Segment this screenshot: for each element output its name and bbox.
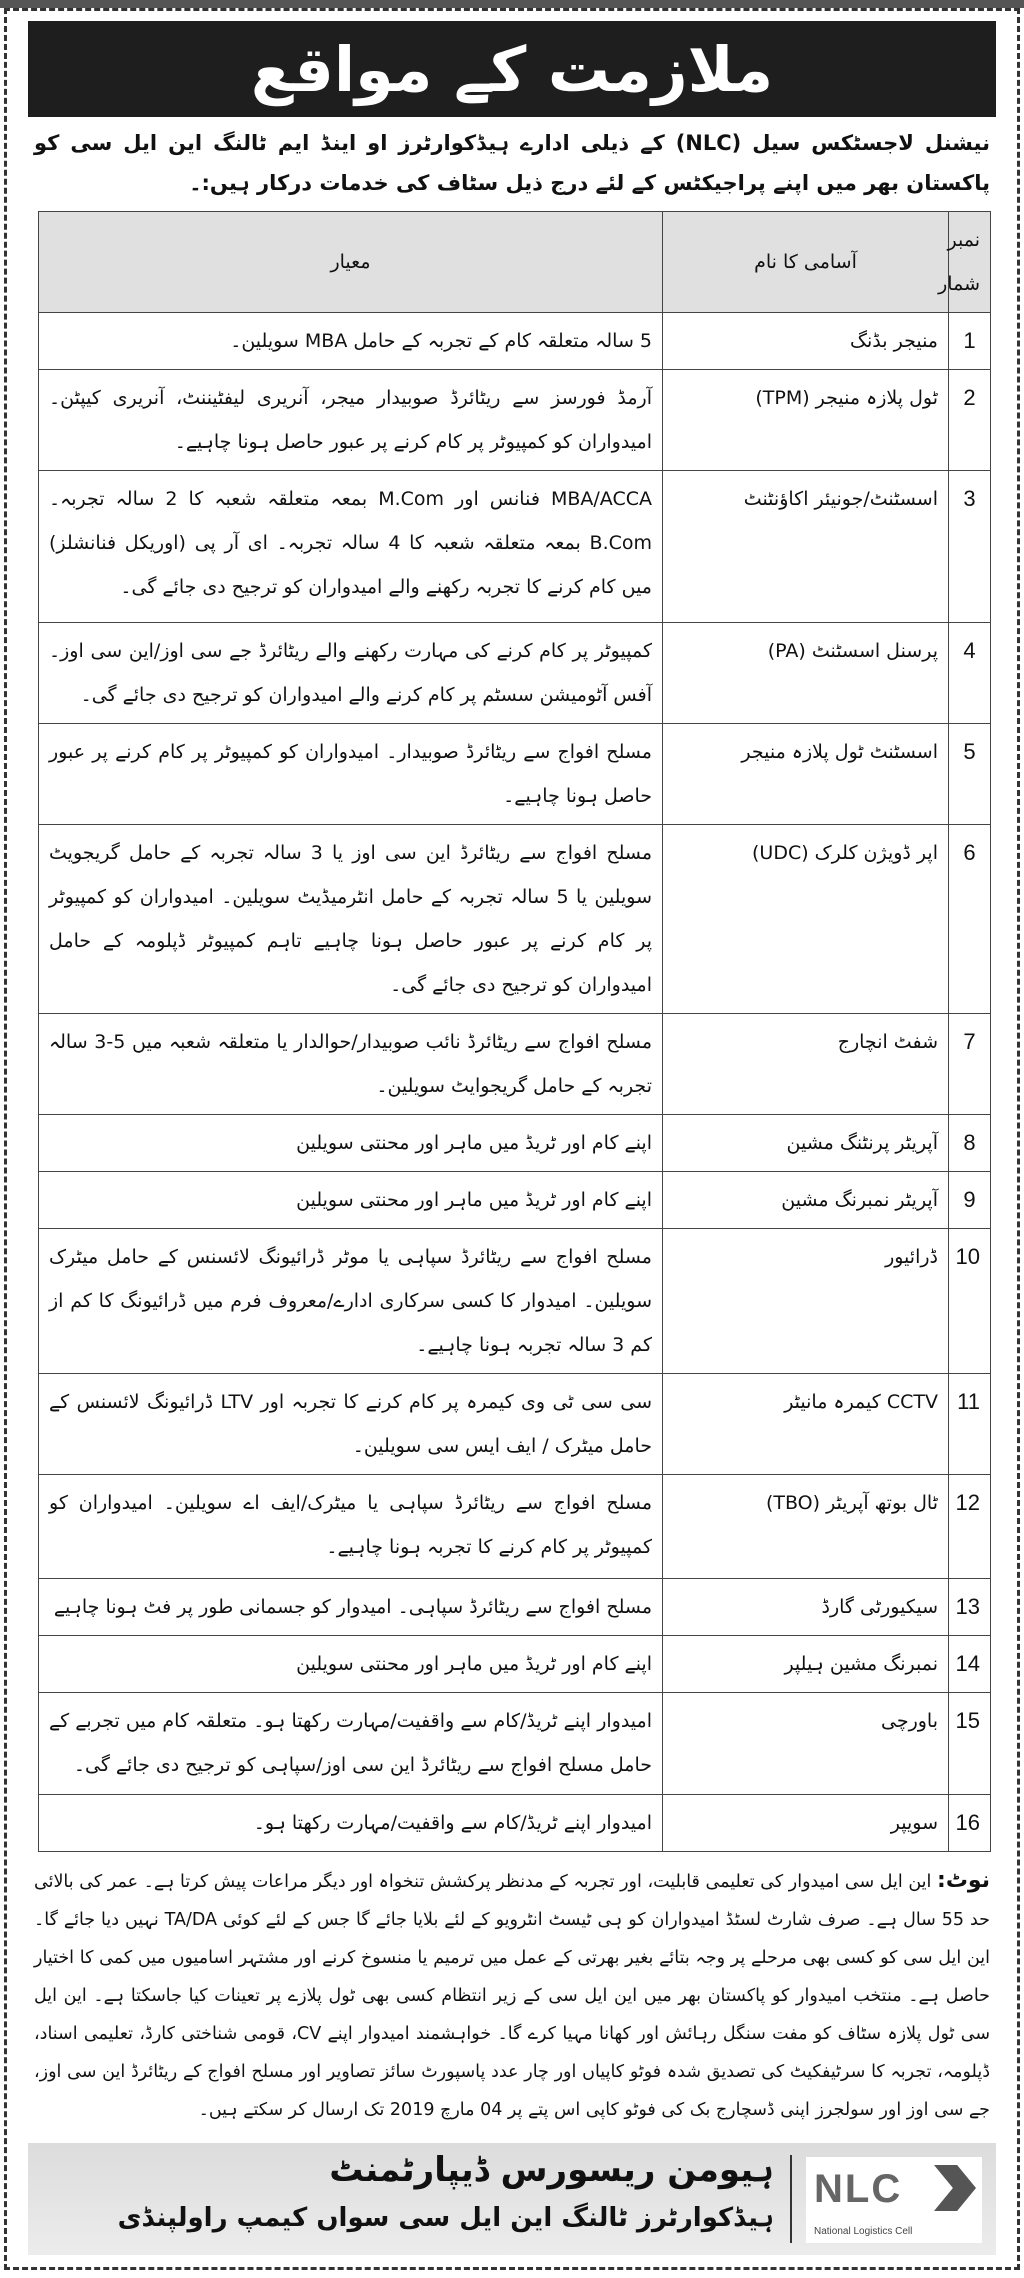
- post-criteria: کمپیوٹر پر کام کرنے کی مہارت رکھنے والے ریٹائرڈ جے سی اوز/این سی اوز۔ آفس آٹومیشن سسٹم پر کام کرنے والے امیدواران کو ترجیح دی جائے گی۔: [39, 623, 663, 724]
- row-number: 10: [949, 1229, 991, 1374]
- divider: [790, 2155, 792, 2243]
- department-name: ہیومن ریسورس ڈیپارٹمنٹ: [329, 2150, 774, 2190]
- logo-caption: National Logistics Cell: [814, 2226, 913, 2237]
- footer-banner: [28, 2143, 996, 2255]
- post-name: پرسنل اسسٹنٹ (PA): [663, 623, 949, 724]
- table-row: [39, 1795, 991, 1852]
- post-name: اسسٹنٹ/جونیئر اکاؤنٹنٹ: [663, 471, 949, 623]
- post-name: ٹال بوتھ آپریٹر (TBO): [663, 1475, 949, 1579]
- row-number: 14: [949, 1636, 991, 1693]
- vacancies-table: [38, 211, 991, 1852]
- row-number: 1: [949, 313, 991, 370]
- post-criteria: آرمڈ فورسز سے ریٹائرڈ صوبیدار میجر، آنریری لیفٹیننٹ، آنریری کیپٹن۔ امیدواران کو کمپیوٹر پر کام کرنے پر عبور حاصل ہونا چاہیے۔: [39, 370, 663, 471]
- table-row: [39, 471, 991, 623]
- row-number: 15: [949, 1693, 991, 1795]
- post-name: نمبرنگ مشین ہیلپر: [663, 1636, 949, 1693]
- post-criteria: اپنے کام اور ٹریڈ میں ماہر اور محنتی سویلین: [39, 1636, 663, 1693]
- header-criteria: معیار: [39, 212, 663, 313]
- post-criteria: مسلح افواج سے ریٹائرڈ نائب صوبیدار/حوالدار یا متعلقہ شعبہ میں 5-3 سالہ تجربہ کے حامل گریجوایٹ سویلین۔: [39, 1014, 663, 1115]
- post-criteria: اپنے کام اور ٹریڈ میں ماہر اور محنتی سویلین: [39, 1115, 663, 1172]
- table-row: [39, 1475, 991, 1579]
- table-row: [39, 370, 991, 471]
- row-number: 8: [949, 1115, 991, 1172]
- logo-wordmark: NLC: [814, 2167, 903, 2211]
- post-criteria: مسلح افواج سے ریٹائرڈ سپاہی۔ امیدوار کو جسمانی طور پر فٹ ہونا چاہیے: [39, 1579, 663, 1636]
- row-number: 7: [949, 1014, 991, 1115]
- post-name: باورچی: [663, 1693, 949, 1795]
- row-number: 3: [949, 471, 991, 623]
- table-row: [39, 1579, 991, 1636]
- post-criteria: مسلح افواج سے ریٹائرڈ این سی اوز یا 3 سالہ تجربہ کے حامل گریجویٹ سویلین یا 5 سالہ تجربہ کے حامل انٹرمیڈیٹ سویلین۔ امیدواران کو کمپیوٹر پر کام کرنے پر عبور حاصل ہونا چاہیے تاہم کمپیوٹر ڈپلومہ کے حامل امیدواران کو ترجیح دی جائے گی۔: [39, 825, 663, 1014]
- post-name: اسسٹنٹ ٹول پلازہ منیجر: [663, 724, 949, 825]
- chevron-arrow-icon: [934, 2165, 976, 2211]
- note-text: این ایل سی امیدوار کی تعلیمی قابلیت، اور تجربہ کے مدنظر پرکشش تنخواہ اور دیگر مراعات پیش کرتا ہے۔ عمر کی بالائی حد 55 سال ہے۔ صرف شارٹ لسٹڈ امیدواران کو ہی ٹیسٹ انٹرویو کے لئے بلایا جائے گا جس کے لئے کوئی TA/DA نہیں دیا جائے گا۔ این ایل سی کو کسی بھی مرحلے پر وجہ بتائے بغیر بھرتی کے عمل میں ترمیم یا منسوخ کرنے اور مشتہر اسامیوں میں کمی کا اختیار حاصل ہے۔ منتخب امیدوار کو پاکستان بھر میں این ایل سی کے زیر انتظام کسی بھی ٹول پلازے پر تعینات کیا جاسکتا ہے۔ این ایل سی ٹول پلازہ سٹاف کو مفت سنگل رہائش اور کھانا مہیا کرے گا۔ خواہشمند امیدوار اپنے CV، قومی شناختی کارڈ، تعلیمی اسناد، ڈپلومہ، تجربہ کا سرٹیفکیٹ کی تصدیق شدہ فوٹو کاپیاں اور چار عدد پاسپورٹ سائز تصاویر اور مسلح افواج کے ریٹائرڈ این سی اوز، جے سی اوز اور سولجرز اپنی ڈسچارج بک کی فوٹو کاپی اس پتے پر 04 مارچ 2019 تک ارسال کر سکتے ہیں۔: [34, 1872, 990, 2120]
- table-header-row: [39, 212, 991, 313]
- post-criteria: 5 سالہ متعلقہ کام کے تجربہ کے حامل MBA سویلین۔: [39, 313, 663, 370]
- dashed-border: [4, 8, 1020, 2270]
- intro-paragraph: نیشنل لاجسٹکس سیل (NLC) کے ذیلی ادارے ہیڈکوارٹرز او اینڈ ایم ٹالنگ این ایل سی کو پاکستان بھر میں اپنے پراجیکٹس کے لئے درج ذیل سٹاف کی خدمات درکار ہیں:۔: [34, 131, 990, 195]
- post-name: منیجر بڈنگ: [663, 313, 949, 370]
- table-row: [39, 1172, 991, 1229]
- header-post: آسامی کا نام: [663, 212, 949, 313]
- post-criteria: امیدوار اپنے ٹریڈ/کام سے واقفیت/مہارت رکھتا ہو۔ متعلقہ کام میں تجربے کے حامل مسلح افواج سے ریٹائرڈ این سی اوز/سپاہی کو ترجیح دی جائے گی۔: [39, 1693, 663, 1795]
- post-criteria: سی سی ٹی وی کیمرہ پر کام کرنے کا تجربہ اور LTV ڈرائیونگ لائسنس کے حامل میٹرک / ایف ایس سی سویلین۔: [39, 1374, 663, 1475]
- row-number: 16: [949, 1795, 991, 1852]
- address: ہیڈکوارٹرز ٹالنگ این ایل سی سواں کیمپ راولپنڈی: [117, 2203, 774, 2233]
- table-row: [39, 623, 991, 724]
- table-row: [39, 724, 991, 825]
- page-title: ملازمت کے مواقع: [250, 32, 774, 106]
- header-number: نمبر شمار: [949, 212, 991, 313]
- table-row: [39, 1636, 991, 1693]
- table-row: [39, 1374, 991, 1475]
- table-row: [39, 825, 991, 1014]
- row-number: 11: [949, 1374, 991, 1475]
- post-name: سویپر: [663, 1795, 949, 1852]
- top-rule: [0, 0, 1024, 8]
- table-row: [39, 1115, 991, 1172]
- title-banner: [28, 21, 996, 117]
- post-criteria: مسلح افواج سے ریٹائرڈ سپاہی یا موٹر ڈرائیونگ لائسنس کے حامل میٹرک سویلین۔ امیدوار کا کسی سرکاری ادارے/معروف فرم میں ڈرائیونگ کا کم از کم 3 سالہ تجربہ ہونا چاہیے۔: [39, 1229, 663, 1374]
- row-number: 5: [949, 724, 991, 825]
- post-name: آپریٹر پرنٹنگ مشین: [663, 1115, 949, 1172]
- row-number: 4: [949, 623, 991, 724]
- post-name: ٹول پلازہ منیجر (TPM): [663, 370, 949, 471]
- post-name: CCTV کیمرہ مانیٹر: [663, 1374, 949, 1475]
- row-number: 13: [949, 1579, 991, 1636]
- post-name: ڈرائیور: [663, 1229, 949, 1374]
- row-number: 6: [949, 825, 991, 1014]
- row-number: 2: [949, 370, 991, 471]
- table-row: [39, 1014, 991, 1115]
- post-criteria: اپنے کام اور ٹریڈ میں ماہر اور محنتی سویلین: [39, 1172, 663, 1229]
- row-number: 12: [949, 1475, 991, 1579]
- table-row: [39, 1693, 991, 1795]
- note-label: نوٹ:: [937, 1868, 990, 1893]
- post-criteria: امیدوار اپنے ٹریڈ/کام سے واقفیت/مہارت رکھتا ہو۔: [39, 1795, 663, 1852]
- post-criteria: MBA/ACCA فنانس اور M.Com بمعہ متعلقہ شعبہ کا 2 سالہ تجربہ۔ B.Com بمعہ متعلقہ شعبہ کا 4 سالہ تجربہ۔ ای آر پی (اوریکل فنانشلز) میں کام کرنے کا تجربہ رکھنے والے امیدواران کو ترجیح دی جائے گی۔: [39, 471, 663, 623]
- note-paragraph: [34, 1862, 990, 2129]
- post-criteria: مسلح افواج سے ریٹائرڈ صوبیدار۔ امیدواران کو کمپیوٹر پر کام کرنے پر عبور حاصل ہونا چاہیے۔: [39, 724, 663, 825]
- post-criteria: مسلح افواج سے ریٹائرڈ سپاہی یا میٹرک/ایف اے سویلین۔ امیدواران کو کمپیوٹر پر کام کرنے کا تجربہ ہونا چاہیے۔: [39, 1475, 663, 1579]
- row-number: 9: [949, 1172, 991, 1229]
- post-name: شفٹ انچارج: [663, 1014, 949, 1115]
- post-name: آپریٹر نمبرنگ مشین: [663, 1172, 949, 1229]
- post-name: سیکیورٹی گارڈ: [663, 1579, 949, 1636]
- table-row: [39, 313, 991, 370]
- nlc-logo: [806, 2157, 982, 2243]
- post-name: اپر ڈویژن کلرک (UDC): [663, 825, 949, 1014]
- table-row: [39, 1229, 991, 1374]
